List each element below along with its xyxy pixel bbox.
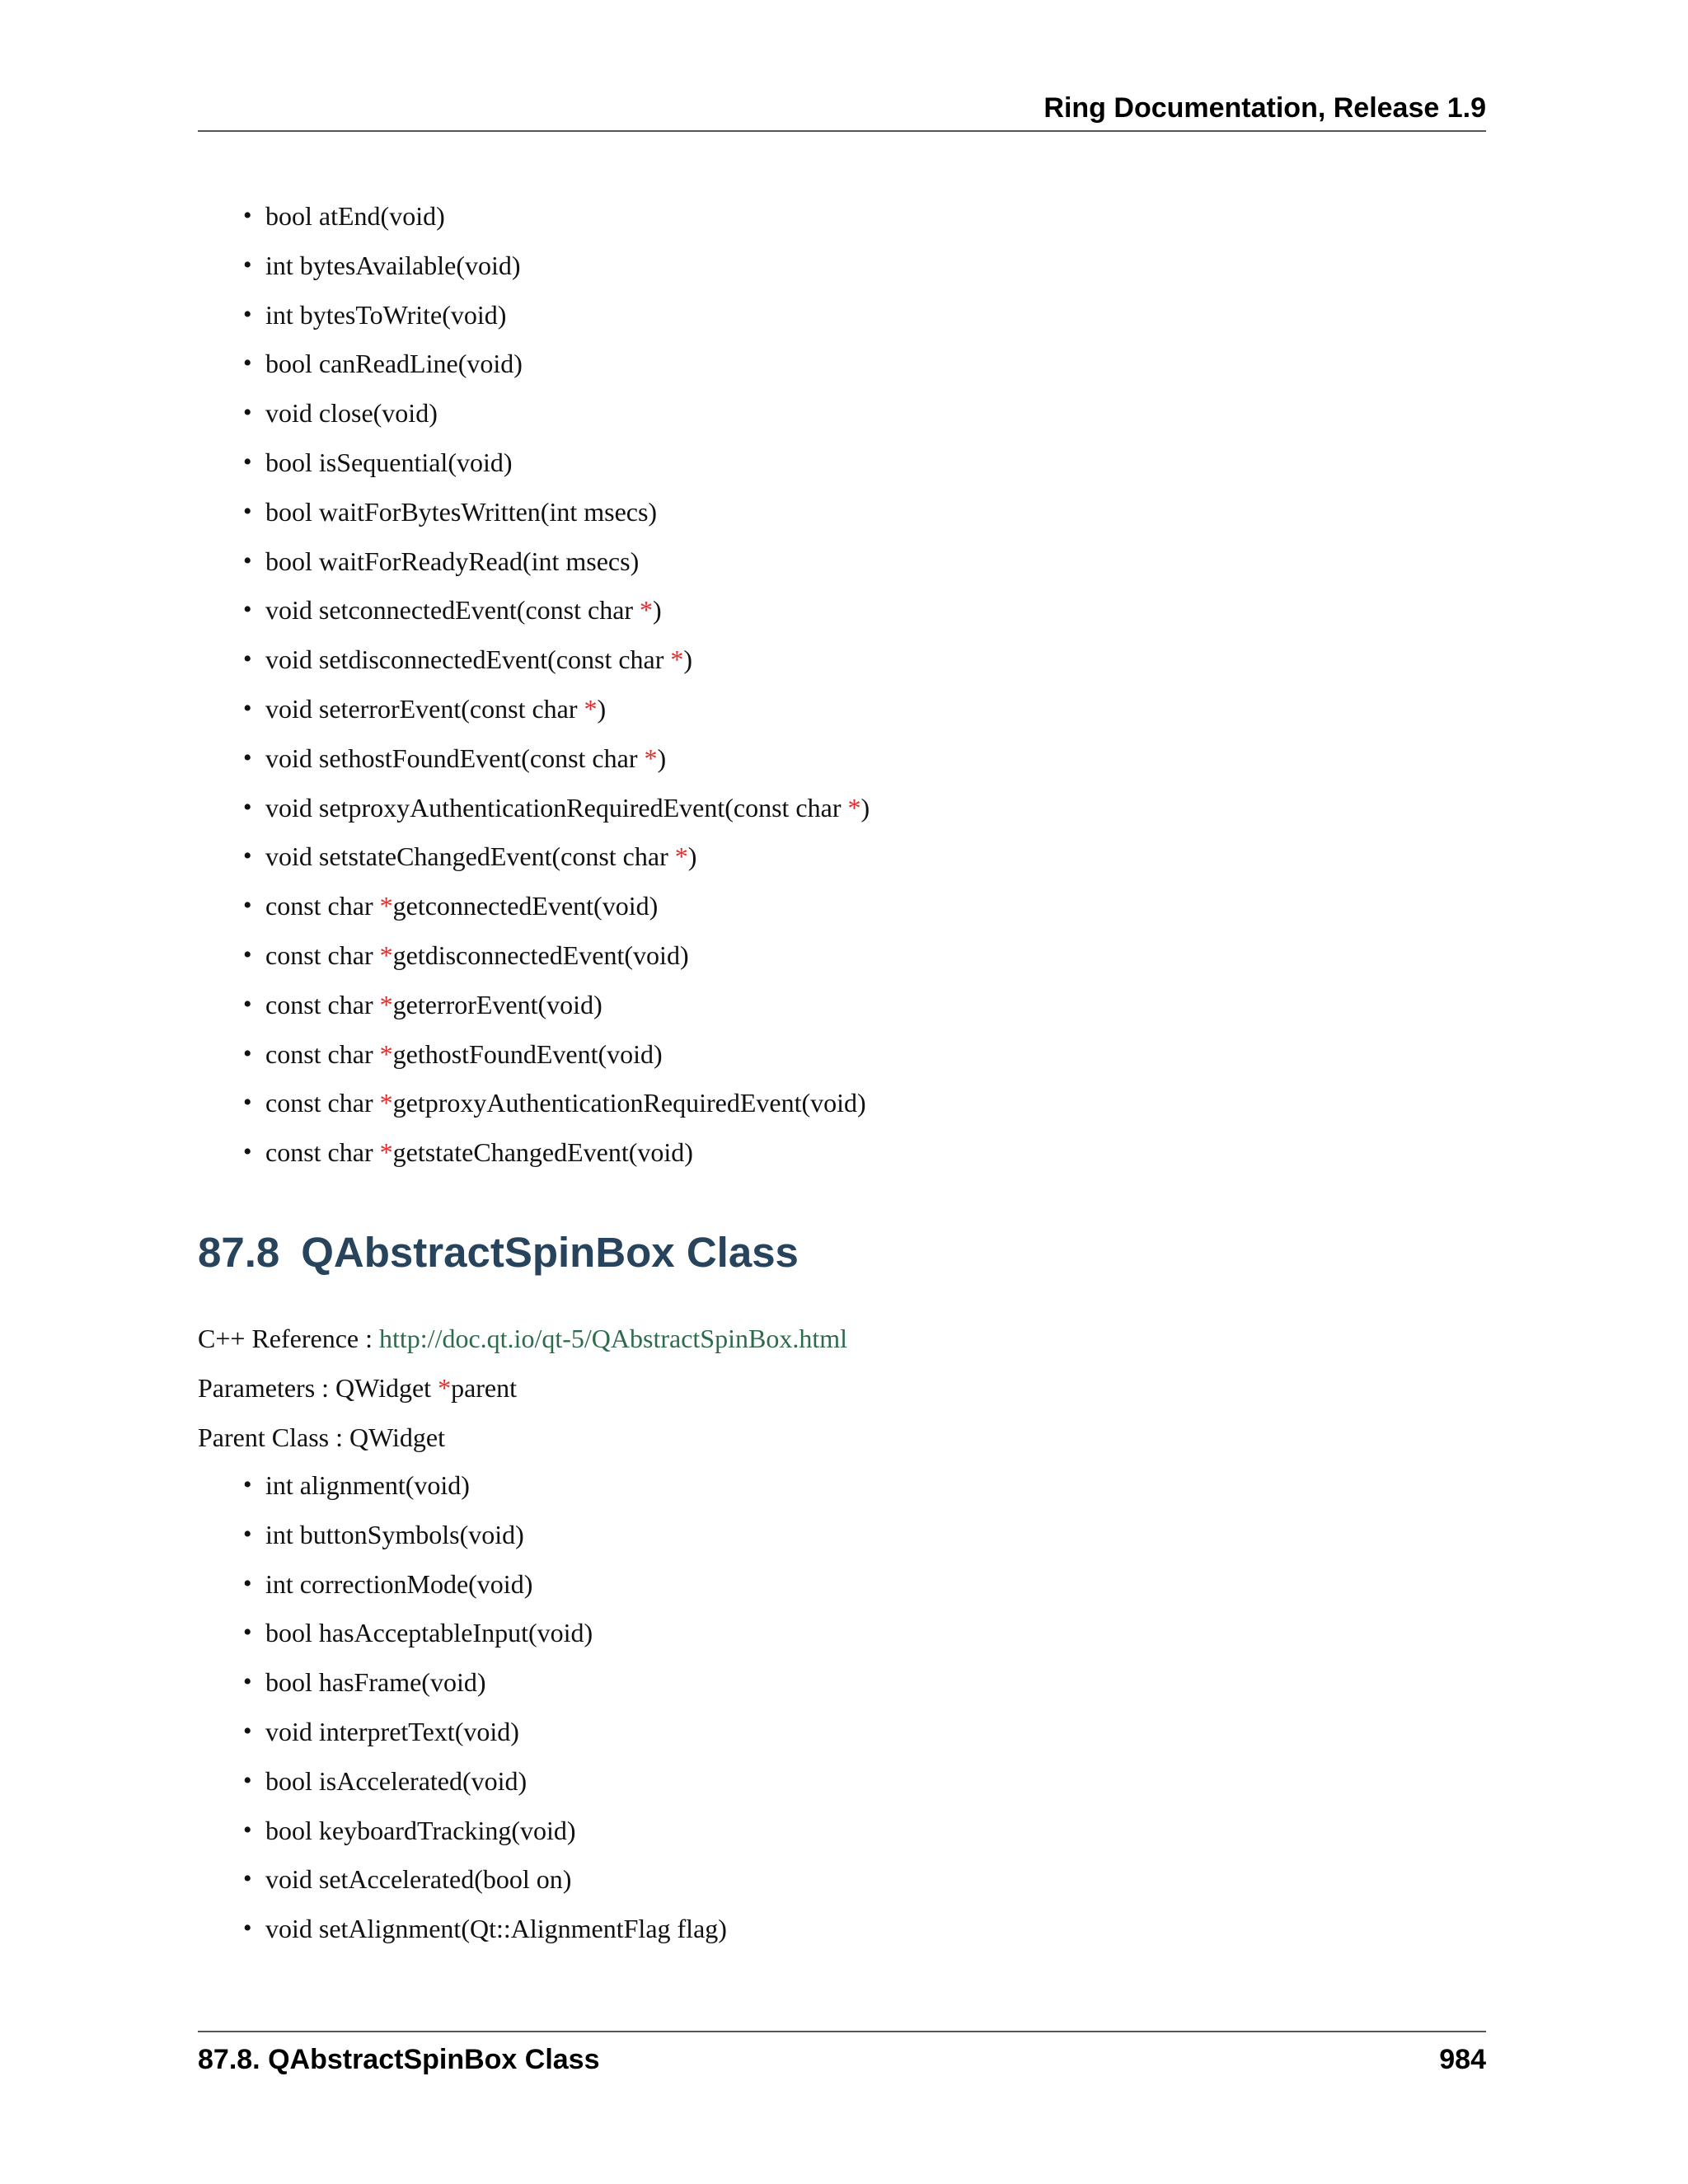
bullet-icon: •: [243, 1915, 252, 1943]
list-item: [243, 840, 697, 873]
section-number: 87.8: [198, 1229, 280, 1276]
list-item: [243, 939, 689, 972]
item-text-suffix: geterrorEvent(void): [392, 989, 603, 1019]
bullet-icon: •: [243, 1816, 252, 1844]
bullet-icon: •: [243, 1865, 252, 1893]
list-item: [243, 495, 658, 528]
page-footer: [198, 2031, 1486, 2075]
item-text: const char: [265, 1088, 380, 1118]
pointer-star: *: [379, 989, 393, 1019]
item-text: int correctionMode(void): [265, 1568, 533, 1599]
bullet-icon: •: [243, 202, 252, 229]
list-item: [243, 643, 693, 676]
item-text: bool keyboardTracking(void): [265, 1815, 576, 1845]
bullet-icon: •: [243, 546, 252, 574]
bullet-icon: •: [243, 1718, 252, 1745]
list-item: [243, 593, 662, 626]
parameters-post: parent: [451, 1373, 518, 1403]
parameters-line: [198, 1371, 517, 1404]
list-item: [243, 1518, 524, 1551]
pointer-star: *: [379, 891, 393, 921]
bullet-icon: •: [243, 695, 252, 722]
bullet-icon: •: [243, 1089, 252, 1117]
section-title: QAbstractSpinBox Class: [301, 1229, 799, 1276]
header-title: Ring Documentation, Release 1.9: [1043, 92, 1486, 124]
item-text: void setdisconnectedEvent(const char: [265, 644, 671, 675]
item-text-suffix: getstateChangedEvent(void): [392, 1137, 693, 1168]
item-text: bool waitForBytesWritten(int msecs): [265, 496, 658, 527]
item-text: void setAccelerated(bool on): [265, 1864, 572, 1895]
list-item: [243, 742, 667, 775]
section-heading: [198, 1228, 799, 1277]
list-item: [243, 692, 607, 725]
list-item: [243, 1086, 866, 1119]
list-item: [243, 988, 603, 1021]
item-text-suffix: ): [653, 595, 662, 626]
item-text: void setstateChangedEvent(const char: [265, 841, 675, 872]
bullet-icon: •: [243, 1569, 252, 1597]
list-item: [243, 1568, 533, 1601]
item-text-suffix: getconnectedEvent(void): [392, 891, 659, 921]
pointer-star: *: [640, 595, 654, 626]
list-item: [243, 199, 445, 232]
item-text: const char: [265, 1137, 380, 1168]
bullet-icon: •: [243, 349, 252, 377]
bullet-icon: •: [243, 1668, 252, 1696]
cpp-reference-link[interactable]: http://doc.qt.io/qt-5/QAbstractSpinBox.html: [379, 1324, 847, 1353]
item-text: const char: [265, 891, 380, 921]
cpp-reference: [198, 1322, 847, 1355]
list-item: [243, 396, 438, 429]
item-text: bool hasAcceptableInput(void): [265, 1618, 593, 1648]
bullet-icon: •: [243, 1471, 252, 1498]
bullet-icon: •: [243, 793, 252, 821]
item-text: void close(void): [265, 398, 438, 429]
bullet-icon: •: [243, 645, 252, 673]
list-item: [243, 446, 513, 479]
item-text: int bytesToWrite(void): [265, 299, 507, 330]
pointer-star: *: [644, 743, 658, 773]
item-text: void seterrorEvent(const char: [265, 694, 584, 724]
list-item: [243, 1136, 693, 1169]
list-item: [243, 1666, 486, 1699]
pointer-star: *: [379, 940, 393, 970]
bullet-icon: •: [243, 300, 252, 328]
footer-page-number: 984: [1439, 2044, 1486, 2075]
list-item: [243, 791, 870, 824]
cpp-reference-label: C++ Reference :: [198, 1324, 379, 1353]
item-text: void setproxyAuthenticationRequiredEvent(const char: [265, 792, 848, 823]
list-item: [243, 249, 521, 282]
item-text: const char: [265, 989, 380, 1019]
list-item: [243, 1912, 727, 1945]
pointer-star: *: [584, 694, 598, 724]
bullet-icon: •: [243, 743, 252, 771]
item-text: bool hasFrame(void): [265, 1667, 486, 1698]
list-item: [243, 1814, 576, 1847]
list-item: [243, 1038, 663, 1071]
item-text: bool isAccelerated(void): [265, 1765, 528, 1796]
bullet-icon: •: [243, 497, 252, 525]
item-text-suffix: ): [687, 841, 697, 872]
bullet-icon: •: [243, 596, 252, 624]
pointer-star: *: [847, 792, 861, 823]
item-text: void interpretText(void): [265, 1717, 519, 1746]
list-item: [243, 298, 507, 331]
bullet-icon: •: [243, 399, 252, 427]
bullet-icon: •: [243, 941, 252, 968]
item-text: int alignment(void): [265, 1470, 470, 1500]
item-text: bool atEnd(void): [265, 201, 445, 231]
list-item: [243, 1765, 528, 1797]
list-item: [243, 889, 659, 922]
bullet-icon: •: [243, 1520, 252, 1548]
pointer-star: *: [379, 1088, 393, 1118]
parameters-pre: Parameters : QWidget: [198, 1373, 438, 1403]
item-text-suffix: getproxyAuthenticationRequiredEvent(void): [392, 1088, 866, 1118]
bullet-icon: •: [243, 892, 252, 920]
bullet-icon: •: [243, 1619, 252, 1647]
item-text: const char: [265, 940, 380, 970]
list-item: [243, 347, 523, 380]
list-item: [243, 1863, 572, 1896]
bullet-icon: •: [243, 1138, 252, 1166]
item-text-suffix: ): [597, 694, 607, 724]
bullet-icon: •: [243, 842, 252, 870]
bullet-icon: •: [243, 1766, 252, 1794]
item-text: int bytesAvailable(void): [265, 250, 521, 280]
item-text: int buttonSymbols(void): [265, 1519, 524, 1549]
parameters-star: *: [438, 1373, 452, 1403]
item-text-suffix: ): [860, 792, 870, 823]
item-text: void sethostFoundEvent(const char: [265, 743, 645, 773]
item-text: const char: [265, 1038, 380, 1069]
item-text-suffix: gethostFoundEvent(void): [392, 1038, 663, 1069]
pointer-star: *: [674, 841, 688, 872]
list-item: [243, 1616, 593, 1649]
item-text: bool waitForReadyRead(int msecs): [265, 546, 640, 576]
list-item: [243, 545, 640, 578]
item-text: bool isSequential(void): [265, 448, 513, 477]
bullet-icon: •: [243, 1039, 252, 1067]
pointer-star: *: [670, 644, 684, 675]
item-text-suffix: getdisconnectedEvent(void): [392, 940, 689, 970]
item-text: void setconnectedEvent(const char: [265, 595, 640, 626]
bullet-icon: •: [243, 448, 252, 476]
pointer-star: *: [379, 1038, 393, 1069]
page-header: [198, 91, 1486, 132]
item-text: void setAlignment(Qt::AlignmentFlag flag): [265, 1914, 727, 1944]
pointer-star: *: [379, 1137, 393, 1168]
bullet-icon: •: [243, 990, 252, 1018]
parent-class-line: Parent Class : QWidget: [198, 1422, 445, 1452]
bullet-icon: •: [243, 251, 252, 279]
list-item: [243, 1469, 470, 1502]
item-text-suffix: ): [657, 743, 667, 773]
list-item: [243, 1715, 519, 1748]
item-text: bool canReadLine(void): [265, 349, 523, 379]
footer-section: 87.8. QAbstractSpinBox Class: [198, 2044, 600, 2075]
item-text-suffix: ): [683, 644, 693, 675]
